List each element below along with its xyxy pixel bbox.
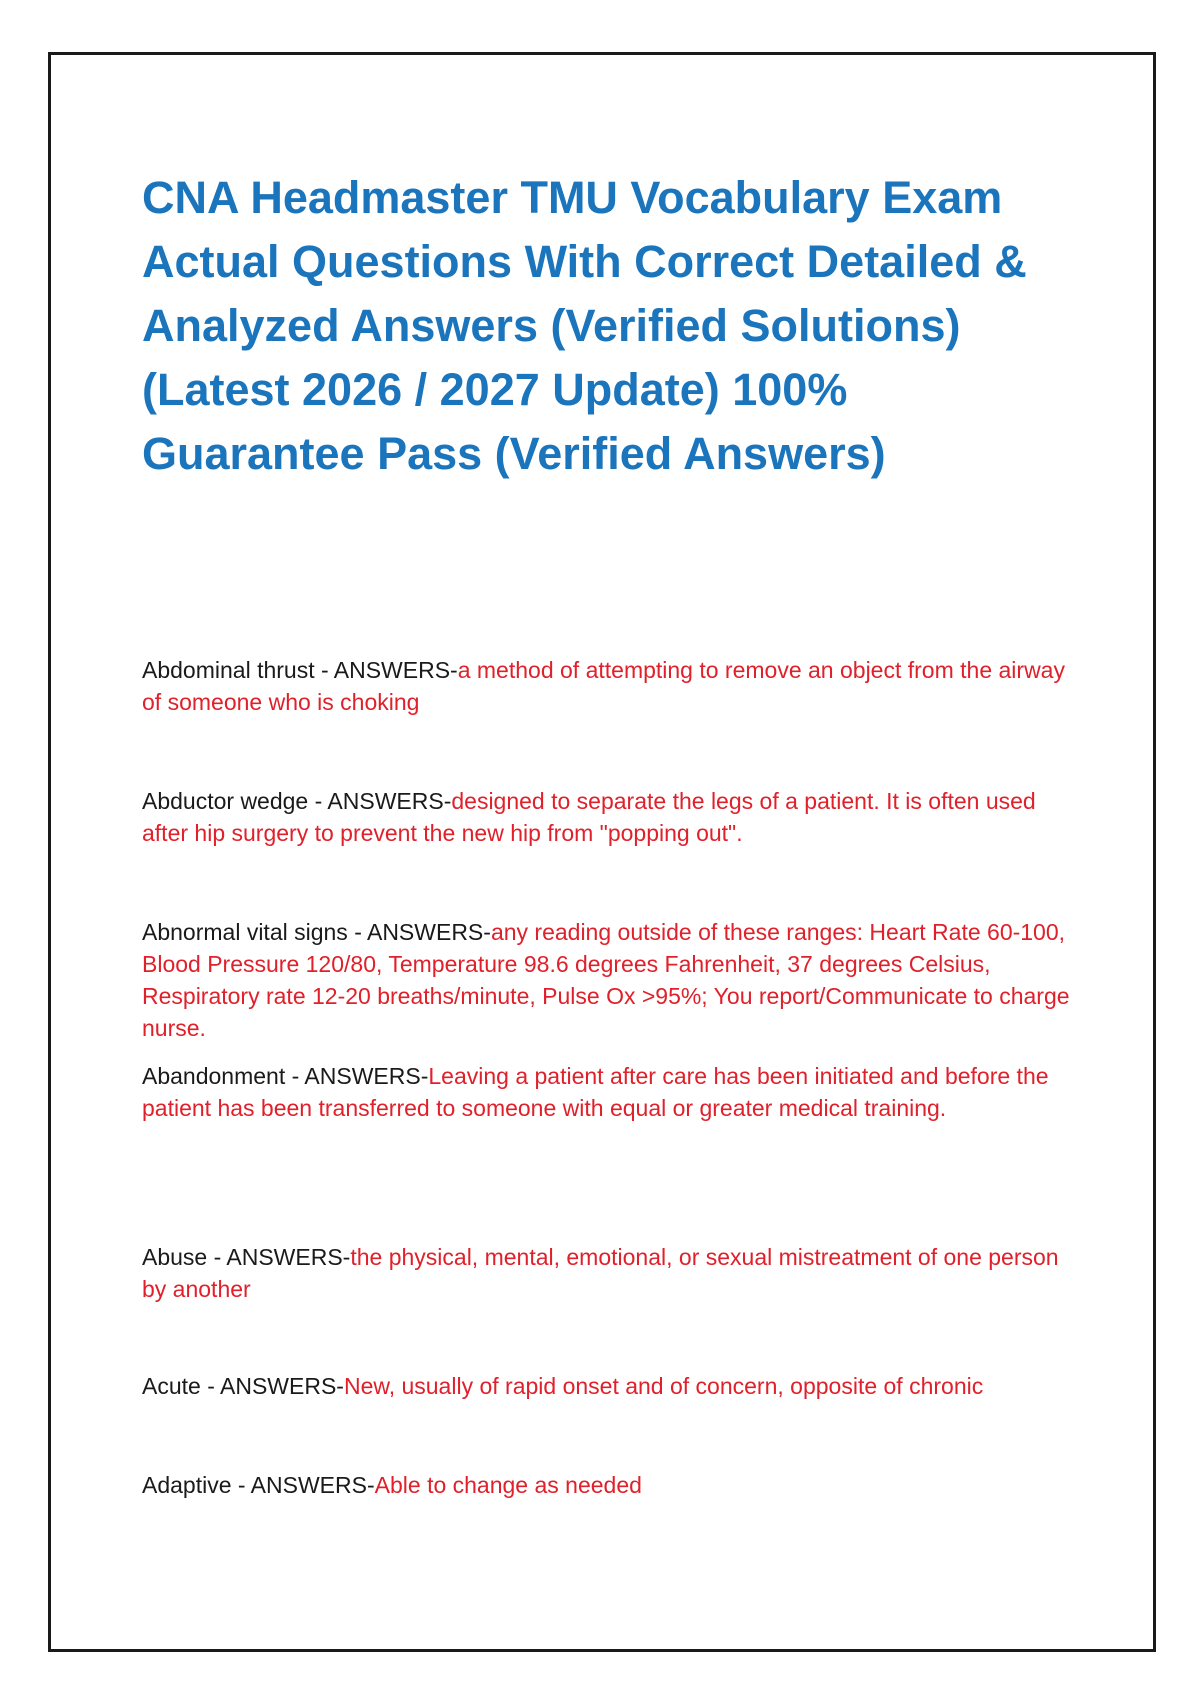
entry-definition: New, usually of rapid onset and of concern, opposite of chronic [343,1373,984,1399]
vocab-entry-acute [142,1370,1072,1402]
entry-separator: - ANSWERS- [200,1373,344,1399]
entry-definition: the physical, mental, emotional, or sexual mistreatment of one person by another [142,1244,1059,1302]
entry-definition: designed to separate the legs of a patient. It is often used after hip surgery to prevent the new hip from "popping out". [142,788,1036,846]
vocab-entry-abductor-wedge [142,785,1072,849]
entry-separator: - ANSWERS- [314,657,458,683]
vocab-entry-adaptive [142,1469,1072,1501]
vocab-entry-abandonment [142,1060,1072,1124]
entry-separator: - ANSWERS- [347,919,491,945]
entry-term: Abdominal thrust [142,657,315,683]
entry-term: Abandonment [142,1063,286,1089]
vocab-entry-abuse [142,1241,1072,1305]
entry-term: Abductor wedge [142,788,309,814]
vocab-entry-abnormal-vital-signs [142,916,1072,1044]
entry-separator: - ANSWERS- [285,1063,429,1089]
vocab-entry-abdominal-thrust [142,654,1072,718]
entry-separator: - ANSWERS- [308,788,452,814]
entry-separator: - ANSWERS- [207,1244,351,1270]
entry-definition: a method of attempting to remove an object from the airway of someone who is choking [142,657,1065,715]
entry-separator: - ANSWERS- [231,1472,375,1498]
entry-term: Abnormal vital signs [142,919,348,945]
entry-term: Acute [142,1373,201,1399]
entry-term: Abuse [142,1244,208,1270]
entry-term: Adaptive [142,1472,232,1498]
entry-definition: any reading outside of these ranges: Heart Rate 60-100, Blood Pressure 120/80, Temperature 98.6 degrees Fahrenheit, 37 degrees Celsius, Respiratory rate 12-20 breaths/minute, Pulse Ox >95%; You report/Communicate to charge nurse. [142,919,1070,1041]
document-title: CNA Headmaster TMU Vocabulary Exam Actual Questions With Correct Detailed & Analyzed Answers (Verified Solutions) (Latest 2026 / 2027 Update) 100% Guarantee Pass (Verified Answers) [142,172,1027,479]
entry-definition: Leaving a patient after care has been initiated and before the patient has been transferred to someone with equal or greater medical training. [142,1063,1049,1121]
entry-definition: Able to change as needed [374,1472,642,1498]
